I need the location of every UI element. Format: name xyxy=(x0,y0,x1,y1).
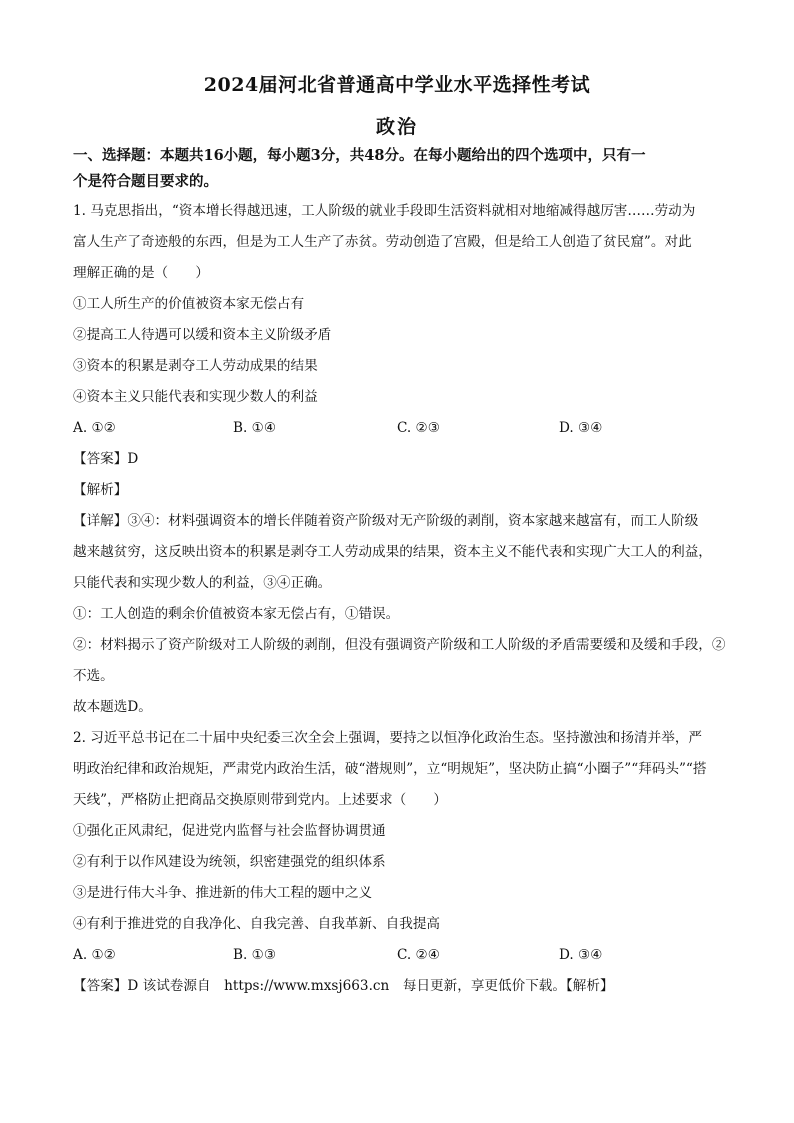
q1-statement-1: ①工人所生产的价值被资本家无偿占有 xyxy=(73,296,305,312)
q1-stem-line1: 1. 马克思指出，“资本增长得越迅速，工人阶级的就业手段即生活资料就相对地缩减得越厉害……劳动为 xyxy=(73,203,696,219)
q1-detail-line5: ②：材料揭示了资产阶级对工人阶级的剥削，但没有强调资产阶级和工人阶级的矛盾需要缓和及缓和手段，② xyxy=(73,637,726,653)
q2-statement-2: ②有利于以作风建设为统领，织密建强党的组织体系 xyxy=(73,854,386,870)
q1-answer: 【答案】D xyxy=(73,451,139,467)
section-instruction-line2: 个是符合题目要求的。 xyxy=(73,173,218,190)
section-instruction-line1: 一、选择题：本题共16小题，每小题3分，共48分。在每小题给出的四个选项中，只有一 xyxy=(73,147,646,164)
q2-statement-3: ③是进行伟大斗争、推进新的伟大工程的题中之义 xyxy=(73,885,373,901)
q2-option-a: A. ①② xyxy=(73,947,116,963)
q2-statement-4: ④有利于推进党的自我净化、自我完善、自我革新、自我提高 xyxy=(73,916,441,932)
q1-stem-line3: 理解正确的是（ ） xyxy=(73,265,209,281)
q2-stem-line3: 天线”，严格防止把商品交换原则带到党内。上述要求（ ） xyxy=(73,792,447,808)
q1-detail-line7: 故本题选D。 xyxy=(73,699,152,715)
q1-detail-line1: 【详解】③④：材料强调资本的增长伴随着资产阶级对无产阶级的剥削，资本家越来越富有，而工人阶级 xyxy=(73,513,699,529)
q1-statement-4: ④资本主义只能代表和实现少数人的利益 xyxy=(73,389,318,405)
q1-detail-line2: 越来越贫穷，这反映出资本的积累是剥夺工人劳动成果的结果，资本主义不能代表和实现广大工人的利益， xyxy=(73,544,712,560)
q1-detail-line6: 不选。 xyxy=(73,668,114,684)
q2-statement-1: ①强化正风肃纪，促进党内监督与社会监督协调贯通 xyxy=(73,823,386,839)
q1-option-d: D. ③④ xyxy=(559,420,603,436)
q2-option-c: C. ②④ xyxy=(397,947,440,963)
q2-answer-line: 【答案】D 该试卷源自 https://www.mxsj663.cn 每日更新，享更低价下载。【解析】 xyxy=(73,978,614,994)
q1-statement-2: ②提高工人待遇可以缓和资本主义阶级矛盾 xyxy=(73,327,332,343)
q1-option-c: C. ②③ xyxy=(397,420,440,436)
q2-option-b: B. ①③ xyxy=(233,947,277,963)
q1-detail-line4: ①：工人创造的剩余价值被资本家无偿占有，①错误。 xyxy=(73,606,400,622)
q1-detail-line3: 只能代表和实现少数人的利益，③④正确。 xyxy=(73,575,332,591)
subject-title: 政治 xyxy=(375,116,418,138)
q1-option-a: A. ①② xyxy=(73,420,116,436)
q1-analysis-label: 【解析】 xyxy=(73,482,128,498)
q1-stem-line2: 富人生产了奇迹般的东西，但是为工人生产了赤贫。劳动创造了宫殿，但是给工人创造了贫民窟”。对此 xyxy=(73,234,692,250)
q1-statement-3: ③资本的积累是剥夺工人劳动成果的结果 xyxy=(73,358,318,374)
exam-title: 2024届河北省普通高中学业水平选择性考试 xyxy=(203,74,591,96)
q2-stem-line2: 明政治纪律和政治规矩，严肃党内政治生活，破“潜规则”，立“明规矩”，坚决防止搞“小圈子”“拜码头”“搭 xyxy=(73,761,707,777)
q1-option-b: B. ①④ xyxy=(233,420,277,436)
q2-stem-line1: 2. 习近平总书记在二十届中央纪委三次全会上强调，要持之以恒净化政治生态。坚持激浊和扬清并举，严 xyxy=(73,730,703,746)
q2-option-d: D. ③④ xyxy=(559,947,603,963)
